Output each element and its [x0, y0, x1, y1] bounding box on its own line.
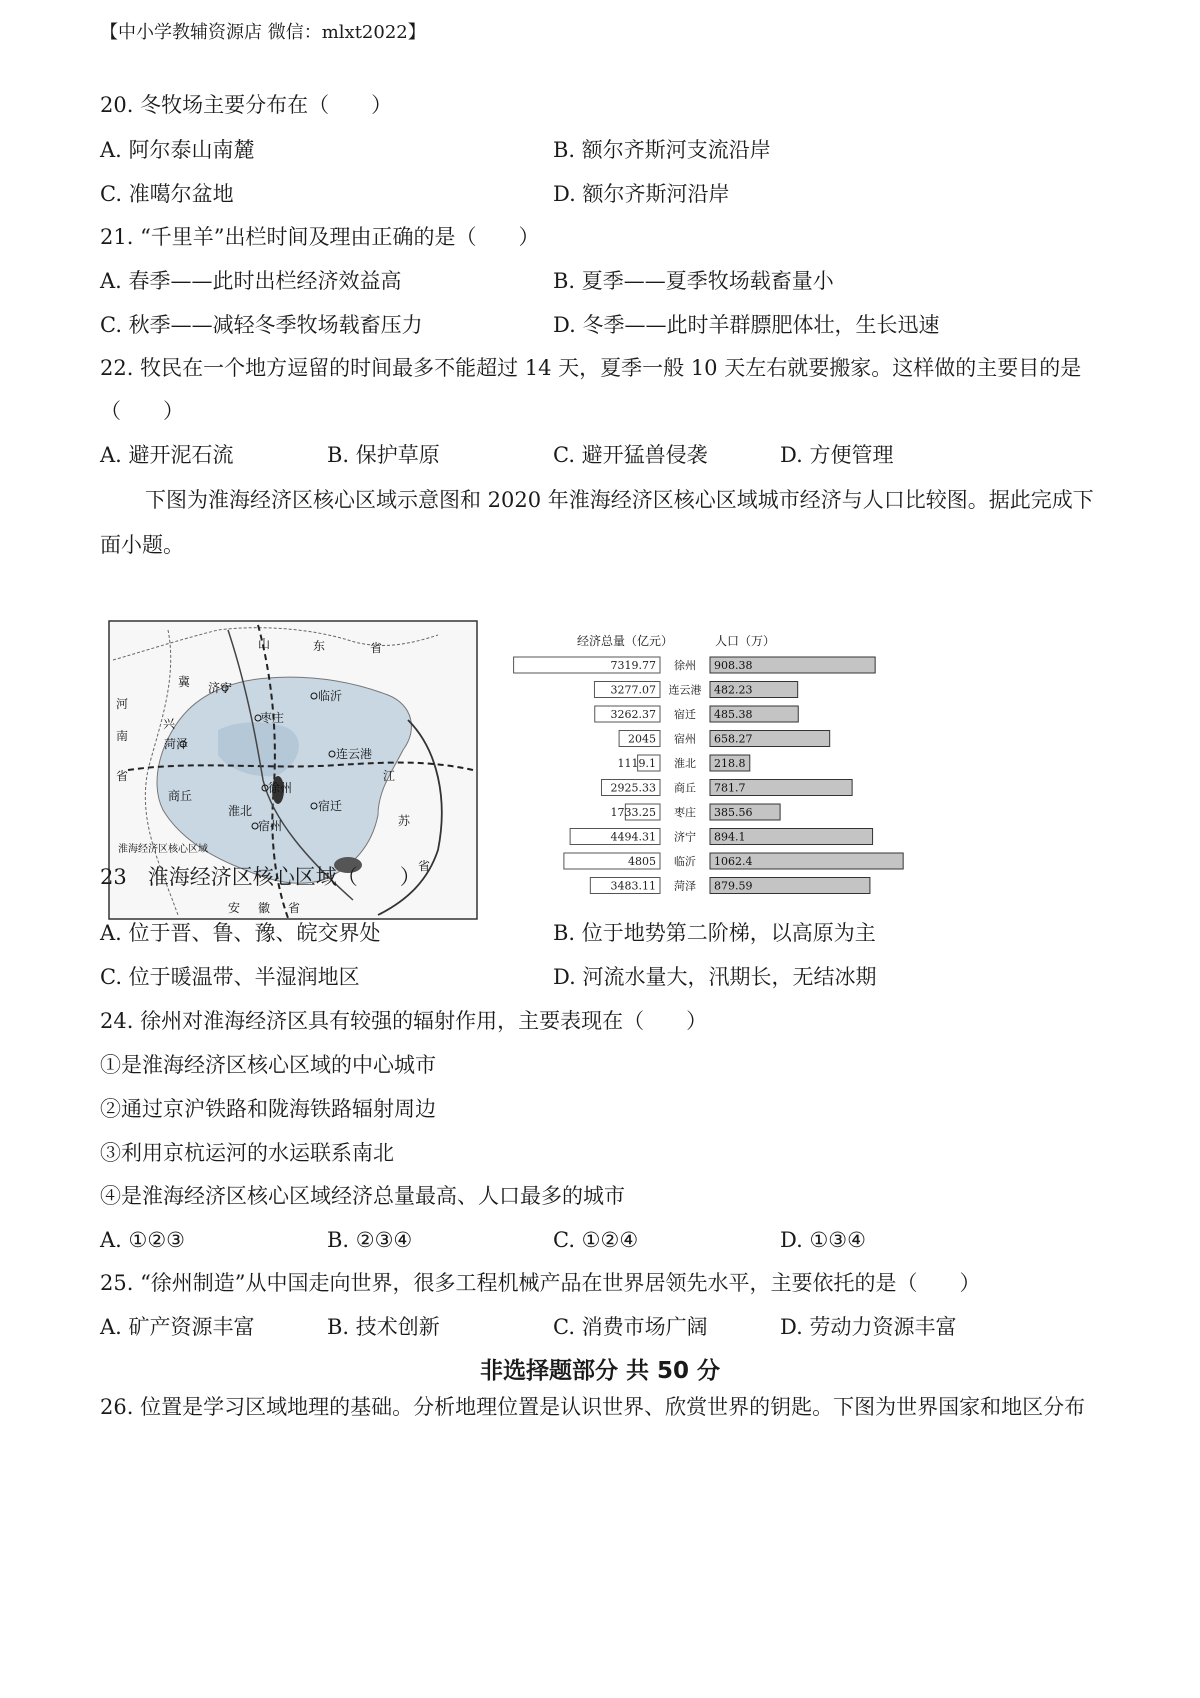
- q21-option-b[interactable]: B. 夏季——夏季牧场载畜量小: [553, 269, 834, 293]
- label-jiang: 江: [383, 769, 396, 783]
- label-economy-4: 1119.1: [617, 757, 656, 770]
- city-suzhou: 宿州: [258, 819, 283, 833]
- intro-line-1: 下图为淮海经济区核心区域示意图和 2020 年淮海经济区核心区域城市经济与人口比较图。据此完成下: [145, 488, 1094, 512]
- q22-stem: 22. 牧民在一个地方逗留的时间最多不能超过 14 天，夏季一般 10 天左右就要搬家。这样做的主要目的是: [100, 356, 1082, 380]
- label-economy-6: 1733.25: [610, 806, 656, 819]
- q20-option-c[interactable]: C. 准噶尔盆地: [100, 182, 234, 206]
- city-jining: 济宁: [208, 681, 233, 695]
- city-xuzhou: 徐州: [268, 781, 293, 795]
- q24-statement-4: ④是淮海经济区核心区域经济总量最高、人口最多的城市: [100, 1184, 625, 1208]
- intro-line-2: 面小题。: [100, 533, 184, 557]
- label-population-1: 482.23: [714, 683, 753, 697]
- q21-option-c[interactable]: C. 秋季——减轻冬季牧场载畜压力: [100, 313, 423, 337]
- city-linyi: 临沂: [318, 689, 343, 703]
- q20-option-d[interactable]: D. 额尔齐斯河沿岸: [553, 182, 730, 206]
- section-heading: 非选择题部分 共 50 分: [479, 1358, 721, 1384]
- label-xing: 兴: [163, 717, 176, 731]
- city-zaozhuang: 枣庄: [260, 711, 285, 725]
- q22-stem-bracket: （ ）: [100, 399, 184, 423]
- label-dong: 东: [313, 639, 326, 653]
- category-2: 宿迁: [674, 708, 696, 721]
- q22-option-d[interactable]: D. 方便管理: [780, 443, 894, 467]
- chart-title-right: 人口（万）: [715, 634, 776, 648]
- category-0: 徐州: [674, 659, 696, 672]
- category-7: 济宁: [674, 830, 696, 844]
- city-suqian: 宿迁: [318, 799, 343, 813]
- label-ji: 冀: [178, 675, 191, 689]
- q20-option-b[interactable]: B. 额尔齐斯河支流沿岸: [553, 138, 771, 162]
- q21-stem: 21. “千里羊”出栏时间及理由正确的是（ ）: [100, 225, 540, 249]
- category-6: 枣庄: [674, 806, 696, 819]
- label-nan: 南: [116, 729, 129, 743]
- category-4: 淮北: [674, 757, 696, 770]
- label-population-5: 781.7: [714, 781, 746, 795]
- label-population-2: 485.38: [714, 708, 753, 721]
- label-population-4: 218.8: [714, 757, 746, 770]
- q24-option-d[interactable]: D. ①③④: [780, 1228, 866, 1252]
- q20-option-a[interactable]: A. 阿尔泰山南麓: [100, 138, 255, 162]
- label-hui: 徽: [258, 901, 271, 915]
- q23-option-c[interactable]: C. 位于暖温带、半湿润地区: [100, 965, 360, 989]
- label-he: 河: [116, 697, 129, 711]
- q24-statement-2: ②通过京沪铁路和陇海铁路辐射周边: [100, 1097, 436, 1121]
- label-an: 安: [228, 901, 241, 915]
- q26-stem: 26. 位置是学习区域地理的基础。分析地理位置是认识世界、欣赏世界的钥匙。下图为世界国家和地区分布: [100, 1395, 1086, 1419]
- category-9: 菏泽: [674, 879, 696, 893]
- city-heze: 菏泽: [164, 737, 189, 751]
- q25-option-b[interactable]: B. 技术创新: [327, 1315, 440, 1339]
- q24-stem: 24. 徐州对淮海经济区具有较强的辐射作用，主要表现在（ ）: [100, 1009, 708, 1033]
- category-1: 连云港: [668, 683, 702, 697]
- label-population-8: 1062.4: [714, 855, 753, 868]
- label-shan: 山: [258, 637, 271, 651]
- city-lianyungang: 连云港: [336, 747, 373, 761]
- q24-statement-3: ③利用京杭运河的水运联系南北: [100, 1141, 394, 1165]
- label-population-3: 658.27: [714, 732, 753, 746]
- label-sheng1: 省: [370, 641, 383, 655]
- economy-population-chart: [485, 625, 985, 915]
- label-economy-5: 2925.33: [610, 781, 656, 795]
- q24-statement-1: ①是淮海经济区核心区域的中心城市: [100, 1053, 436, 1077]
- q24-option-a[interactable]: A. ①②③: [100, 1228, 185, 1252]
- page-header: 【中小学教辅资源店 微信：mlxt2022】: [100, 22, 426, 43]
- label-su: 苏: [398, 814, 411, 828]
- q22-option-b[interactable]: B. 保护草原: [327, 443, 440, 467]
- q23-option-a[interactable]: A. 位于晋、鲁、豫、皖交界处: [100, 921, 381, 945]
- q25-option-d[interactable]: D. 劳动力资源丰富: [780, 1315, 957, 1339]
- q23-option-d[interactable]: D. 河流水量大，汛期长，无结冰期: [553, 965, 877, 989]
- label-economy-9: 3483.11: [610, 879, 656, 893]
- label-population-7: 894.1: [714, 830, 746, 844]
- label-sheng2: 省: [116, 769, 129, 783]
- label-population-9: 879.59: [714, 879, 753, 893]
- label-sheng3: 省: [418, 859, 431, 873]
- q22-option-c[interactable]: C. 避开猛兽侵袭: [553, 443, 708, 467]
- q25-option-a[interactable]: A. 矿产资源丰富: [100, 1315, 255, 1339]
- label-population-6: 385.56: [714, 806, 753, 819]
- label-economy-3: 2045: [628, 732, 656, 746]
- map-legend: 淮海经济区核心区域: [118, 844, 208, 855]
- label-economy-1: 3277.07: [610, 683, 656, 697]
- q22-option-a[interactable]: A. 避开泥石流: [100, 443, 234, 467]
- label-economy-0: 7319.77: [610, 659, 656, 672]
- label-population-0: 908.38: [714, 659, 753, 672]
- category-5: 商丘: [674, 781, 696, 795]
- category-3: 宿州: [674, 732, 696, 746]
- q23-option-b[interactable]: B. 位于地势第二阶梯，以高原为主: [553, 921, 876, 945]
- q25-option-c[interactable]: C. 消费市场广阔: [553, 1315, 708, 1339]
- q23-stem: 23 淮海经济区核心区域（ ）: [100, 865, 421, 889]
- q21-option-d[interactable]: D. 冬季——此时羊群膘肥体壮，生长迅速: [553, 313, 940, 337]
- q24-option-b[interactable]: B. ②③④: [327, 1228, 413, 1252]
- q20-stem: 20. 冬牧场主要分布在（ ）: [100, 93, 393, 117]
- category-8: 临沂: [674, 855, 696, 868]
- q24-option-c[interactable]: C. ①②④: [553, 1228, 639, 1252]
- label-economy-2: 3262.37: [610, 708, 656, 721]
- label-economy-7: 4494.31: [610, 830, 656, 844]
- city-huaibei: 淮北: [228, 804, 253, 818]
- label-sheng4: 省: [288, 901, 301, 915]
- label-economy-8: 4805: [628, 855, 656, 868]
- city-shangqiu: 商丘: [168, 789, 193, 803]
- chart-title-left: 经济总量（亿元）: [577, 634, 674, 648]
- q25-stem: 25. “徐州制造”从中国走向世界，很多工程机械产品在世界居领先水平，主要依托的是（ ）: [100, 1271, 981, 1295]
- q21-option-a[interactable]: A. 春季——此时出栏经济效益高: [100, 269, 402, 293]
